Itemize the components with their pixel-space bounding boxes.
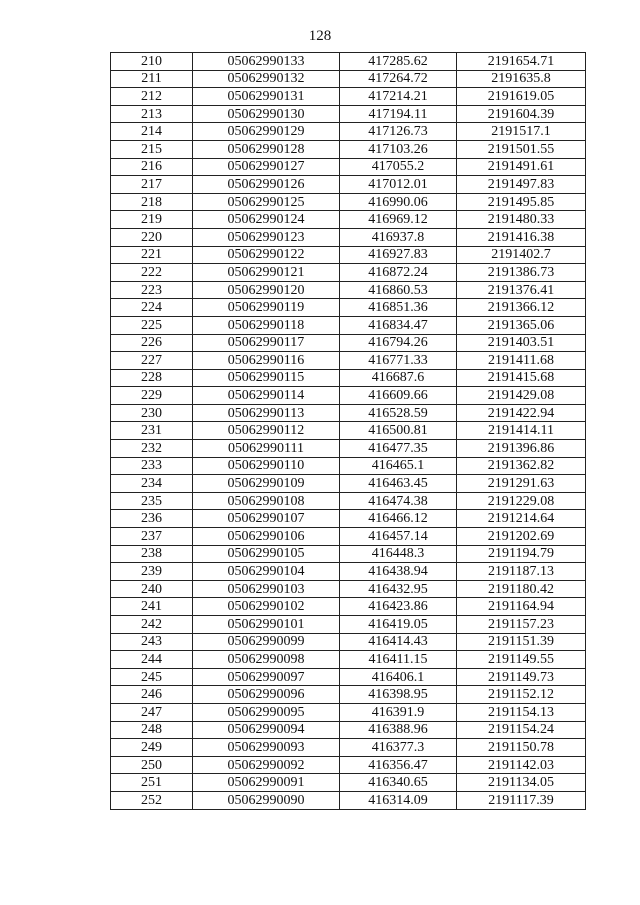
table-row <box>111 774 586 792</box>
x-coordinate-cell: 416500.81 <box>340 422 457 440</box>
table-row <box>111 334 586 352</box>
y-coordinate-cell: 2191517.1 <box>457 123 586 141</box>
table-row <box>111 228 586 246</box>
point-id-cell: 05062990112 <box>193 422 340 440</box>
x-coordinate-cell: 417103.26 <box>340 140 457 158</box>
x-coordinate-cell: 416414.43 <box>340 633 457 651</box>
y-coordinate-cell: 2191604.39 <box>457 105 586 123</box>
row-index-cell: 243 <box>111 633 193 651</box>
table-row <box>111 633 586 651</box>
y-coordinate-cell: 2191365.06 <box>457 316 586 334</box>
y-coordinate-cell: 2191386.73 <box>457 264 586 282</box>
y-coordinate-cell: 2191134.05 <box>457 774 586 792</box>
y-coordinate-cell: 2191501.55 <box>457 140 586 158</box>
table-row <box>111 703 586 721</box>
row-index-cell: 215 <box>111 140 193 158</box>
point-id-cell: 05062990096 <box>193 686 340 704</box>
y-coordinate-cell: 2191415.68 <box>457 369 586 387</box>
x-coordinate-cell: 417126.73 <box>340 123 457 141</box>
row-index-cell: 242 <box>111 616 193 634</box>
y-coordinate-cell: 2191376.41 <box>457 281 586 299</box>
table-row <box>111 422 586 440</box>
x-coordinate-cell: 416423.86 <box>340 598 457 616</box>
row-index-cell: 213 <box>111 105 193 123</box>
row-index-cell: 241 <box>111 598 193 616</box>
table-row <box>111 193 586 211</box>
y-coordinate-cell: 2191291.63 <box>457 475 586 493</box>
row-index-cell: 211 <box>111 70 193 88</box>
x-coordinate-cell: 416990.06 <box>340 193 457 211</box>
point-id-cell: 05062990094 <box>193 721 340 739</box>
point-id-cell: 05062990098 <box>193 651 340 669</box>
table-row <box>111 369 586 387</box>
x-coordinate-cell: 416937.8 <box>340 228 457 246</box>
y-coordinate-cell: 2191429.08 <box>457 387 586 405</box>
x-coordinate-cell: 416432.95 <box>340 580 457 598</box>
table-row <box>111 299 586 317</box>
row-index-cell: 231 <box>111 422 193 440</box>
x-coordinate-cell: 417012.01 <box>340 176 457 194</box>
table-row <box>111 105 586 123</box>
row-index-cell: 233 <box>111 457 193 475</box>
y-coordinate-cell: 2191491.61 <box>457 158 586 176</box>
point-id-cell: 05062990114 <box>193 387 340 405</box>
point-id-cell: 05062990097 <box>193 668 340 686</box>
table-row <box>111 739 586 757</box>
y-coordinate-cell: 2191362.82 <box>457 457 586 475</box>
y-coordinate-cell: 2191187.13 <box>457 563 586 581</box>
table-row <box>111 404 586 422</box>
y-coordinate-cell: 2191654.71 <box>457 53 586 71</box>
row-index-cell: 244 <box>111 651 193 669</box>
point-id-cell: 05062990129 <box>193 123 340 141</box>
y-coordinate-cell: 2191497.83 <box>457 176 586 194</box>
x-coordinate-cell: 416466.12 <box>340 510 457 528</box>
point-id-cell: 05062990102 <box>193 598 340 616</box>
point-id-cell: 05062990127 <box>193 158 340 176</box>
row-index-cell: 232 <box>111 440 193 458</box>
y-coordinate-cell: 2191396.86 <box>457 440 586 458</box>
x-coordinate-cell: 416340.65 <box>340 774 457 792</box>
row-index-cell: 220 <box>111 228 193 246</box>
point-id-cell: 05062990105 <box>193 545 340 563</box>
table-row <box>111 598 586 616</box>
y-coordinate-cell: 2191180.42 <box>457 580 586 598</box>
table-row <box>111 123 586 141</box>
page-number: 128 <box>308 28 332 44</box>
x-coordinate-cell: 417214.21 <box>340 88 457 106</box>
point-id-cell: 05062990108 <box>193 492 340 510</box>
row-index-cell: 246 <box>111 686 193 704</box>
point-id-cell: 05062990132 <box>193 70 340 88</box>
x-coordinate-cell: 416448.3 <box>340 545 457 563</box>
x-coordinate-cell: 416377.3 <box>340 739 457 757</box>
point-id-cell: 05062990091 <box>193 774 340 792</box>
table-row <box>111 158 586 176</box>
y-coordinate-cell: 2191157.23 <box>457 616 586 634</box>
point-id-cell: 05062990103 <box>193 580 340 598</box>
row-index-cell: 210 <box>111 53 193 71</box>
row-index-cell: 247 <box>111 703 193 721</box>
table-row <box>111 580 586 598</box>
table-row <box>111 88 586 106</box>
point-id-cell: 05062990118 <box>193 316 340 334</box>
row-index-cell: 229 <box>111 387 193 405</box>
table-row <box>111 281 586 299</box>
y-coordinate-cell: 2191117.39 <box>457 791 586 809</box>
table-row <box>111 616 586 634</box>
row-index-cell: 221 <box>111 246 193 264</box>
point-id-cell: 05062990128 <box>193 140 340 158</box>
point-id-cell: 05062990123 <box>193 228 340 246</box>
point-id-cell: 05062990133 <box>193 53 340 71</box>
y-coordinate-cell: 2191154.24 <box>457 721 586 739</box>
point-id-cell: 05062990111 <box>193 440 340 458</box>
coordinates-table <box>110 52 586 810</box>
point-id-cell: 05062990110 <box>193 457 340 475</box>
row-index-cell: 225 <box>111 316 193 334</box>
y-coordinate-cell: 2191152.12 <box>457 686 586 704</box>
x-coordinate-cell: 416406.1 <box>340 668 457 686</box>
y-coordinate-cell: 2191403.51 <box>457 334 586 352</box>
table-row <box>111 440 586 458</box>
row-index-cell: 230 <box>111 404 193 422</box>
table-row <box>111 70 586 88</box>
table-row <box>111 176 586 194</box>
point-id-cell: 05062990130 <box>193 105 340 123</box>
point-id-cell: 05062990107 <box>193 510 340 528</box>
table-row <box>111 528 586 546</box>
x-coordinate-cell: 416872.24 <box>340 264 457 282</box>
row-index-cell: 224 <box>111 299 193 317</box>
y-coordinate-cell: 2191142.03 <box>457 756 586 774</box>
row-index-cell: 227 <box>111 352 193 370</box>
x-coordinate-cell: 416834.47 <box>340 316 457 334</box>
table-row <box>111 563 586 581</box>
x-coordinate-cell: 416794.26 <box>340 334 457 352</box>
x-coordinate-cell: 416411.15 <box>340 651 457 669</box>
x-coordinate-cell: 417264.72 <box>340 70 457 88</box>
x-coordinate-cell: 416860.53 <box>340 281 457 299</box>
point-id-cell: 05062990115 <box>193 369 340 387</box>
point-id-cell: 05062990113 <box>193 404 340 422</box>
table-row <box>111 510 586 528</box>
x-coordinate-cell: 416356.47 <box>340 756 457 774</box>
row-index-cell: 250 <box>111 756 193 774</box>
row-index-cell: 240 <box>111 580 193 598</box>
x-coordinate-cell: 417194.11 <box>340 105 457 123</box>
point-id-cell: 05062990131 <box>193 88 340 106</box>
point-id-cell: 05062990122 <box>193 246 340 264</box>
x-coordinate-cell: 416474.38 <box>340 492 457 510</box>
point-id-cell: 05062990120 <box>193 281 340 299</box>
point-id-cell: 05062990117 <box>193 334 340 352</box>
point-id-cell: 05062990093 <box>193 739 340 757</box>
x-coordinate-cell: 416388.96 <box>340 721 457 739</box>
point-id-cell: 05062990095 <box>193 703 340 721</box>
y-coordinate-cell: 2191366.12 <box>457 299 586 317</box>
x-coordinate-cell: 416398.95 <box>340 686 457 704</box>
x-coordinate-cell: 416457.14 <box>340 528 457 546</box>
table-row <box>111 686 586 704</box>
y-coordinate-cell: 2191149.55 <box>457 651 586 669</box>
table-row <box>111 211 586 229</box>
point-id-cell: 05062990109 <box>193 475 340 493</box>
x-coordinate-cell: 416609.66 <box>340 387 457 405</box>
point-id-cell: 05062990099 <box>193 633 340 651</box>
row-index-cell: 228 <box>111 369 193 387</box>
table-row <box>111 53 586 71</box>
row-index-cell: 217 <box>111 176 193 194</box>
table-row <box>111 545 586 563</box>
point-id-cell: 05062990121 <box>193 264 340 282</box>
y-coordinate-cell: 2191416.38 <box>457 228 586 246</box>
x-coordinate-cell: 416528.59 <box>340 404 457 422</box>
y-coordinate-cell: 2191202.69 <box>457 528 586 546</box>
y-coordinate-cell: 2191422.94 <box>457 404 586 422</box>
y-coordinate-cell: 2191635.8 <box>457 70 586 88</box>
row-index-cell: 222 <box>111 264 193 282</box>
x-coordinate-cell: 416419.05 <box>340 616 457 634</box>
x-coordinate-cell: 417055.2 <box>340 158 457 176</box>
table-row <box>111 316 586 334</box>
y-coordinate-cell: 2191154.13 <box>457 703 586 721</box>
point-id-cell: 05062990126 <box>193 176 340 194</box>
row-index-cell: 218 <box>111 193 193 211</box>
x-coordinate-cell: 416463.45 <box>340 475 457 493</box>
y-coordinate-cell: 2191619.05 <box>457 88 586 106</box>
coordinates-table-body <box>111 53 586 810</box>
table-row <box>111 352 586 370</box>
table-row <box>111 140 586 158</box>
y-coordinate-cell: 2191151.39 <box>457 633 586 651</box>
table-row <box>111 457 586 475</box>
point-id-cell: 05062990104 <box>193 563 340 581</box>
x-coordinate-cell: 416851.36 <box>340 299 457 317</box>
row-index-cell: 245 <box>111 668 193 686</box>
row-index-cell: 251 <box>111 774 193 792</box>
x-coordinate-cell: 416771.33 <box>340 352 457 370</box>
y-coordinate-cell: 2191149.73 <box>457 668 586 686</box>
table-row <box>111 651 586 669</box>
point-id-cell: 05062990092 <box>193 756 340 774</box>
point-id-cell: 05062990119 <box>193 299 340 317</box>
point-id-cell: 05062990101 <box>193 616 340 634</box>
x-coordinate-cell: 416687.6 <box>340 369 457 387</box>
y-coordinate-cell: 2191402.7 <box>457 246 586 264</box>
row-index-cell: 248 <box>111 721 193 739</box>
point-id-cell: 05062990124 <box>193 211 340 229</box>
table-row <box>111 246 586 264</box>
row-index-cell: 236 <box>111 510 193 528</box>
row-index-cell: 226 <box>111 334 193 352</box>
row-index-cell: 219 <box>111 211 193 229</box>
point-id-cell: 05062990090 <box>193 791 340 809</box>
x-coordinate-cell: 416465.1 <box>340 457 457 475</box>
row-index-cell: 239 <box>111 563 193 581</box>
y-coordinate-cell: 2191150.78 <box>457 739 586 757</box>
x-coordinate-cell: 416927.83 <box>340 246 457 264</box>
y-coordinate-cell: 2191214.64 <box>457 510 586 528</box>
table-row <box>111 791 586 809</box>
row-index-cell: 235 <box>111 492 193 510</box>
x-coordinate-cell: 416438.94 <box>340 563 457 581</box>
x-coordinate-cell: 416314.09 <box>340 791 457 809</box>
table-row <box>111 264 586 282</box>
table-row <box>111 756 586 774</box>
table-row <box>111 721 586 739</box>
point-id-cell: 05062990116 <box>193 352 340 370</box>
row-index-cell: 212 <box>111 88 193 106</box>
x-coordinate-cell: 416969.12 <box>340 211 457 229</box>
y-coordinate-cell: 2191411.68 <box>457 352 586 370</box>
row-index-cell: 214 <box>111 123 193 141</box>
y-coordinate-cell: 2191495.85 <box>457 193 586 211</box>
table-row <box>111 668 586 686</box>
y-coordinate-cell: 2191194.79 <box>457 545 586 563</box>
row-index-cell: 238 <box>111 545 193 563</box>
row-index-cell: 234 <box>111 475 193 493</box>
row-index-cell: 249 <box>111 739 193 757</box>
y-coordinate-cell: 2191229.08 <box>457 492 586 510</box>
table-row <box>111 492 586 510</box>
y-coordinate-cell: 2191164.94 <box>457 598 586 616</box>
row-index-cell: 252 <box>111 791 193 809</box>
x-coordinate-cell: 417285.62 <box>340 53 457 71</box>
y-coordinate-cell: 2191480.33 <box>457 211 586 229</box>
y-coordinate-cell: 2191414.11 <box>457 422 586 440</box>
table-row <box>111 387 586 405</box>
point-id-cell: 05062990106 <box>193 528 340 546</box>
x-coordinate-cell: 416391.9 <box>340 703 457 721</box>
row-index-cell: 223 <box>111 281 193 299</box>
x-coordinate-cell: 416477.35 <box>340 440 457 458</box>
point-id-cell: 05062990125 <box>193 193 340 211</box>
table-row <box>111 475 586 493</box>
row-index-cell: 216 <box>111 158 193 176</box>
row-index-cell: 237 <box>111 528 193 546</box>
